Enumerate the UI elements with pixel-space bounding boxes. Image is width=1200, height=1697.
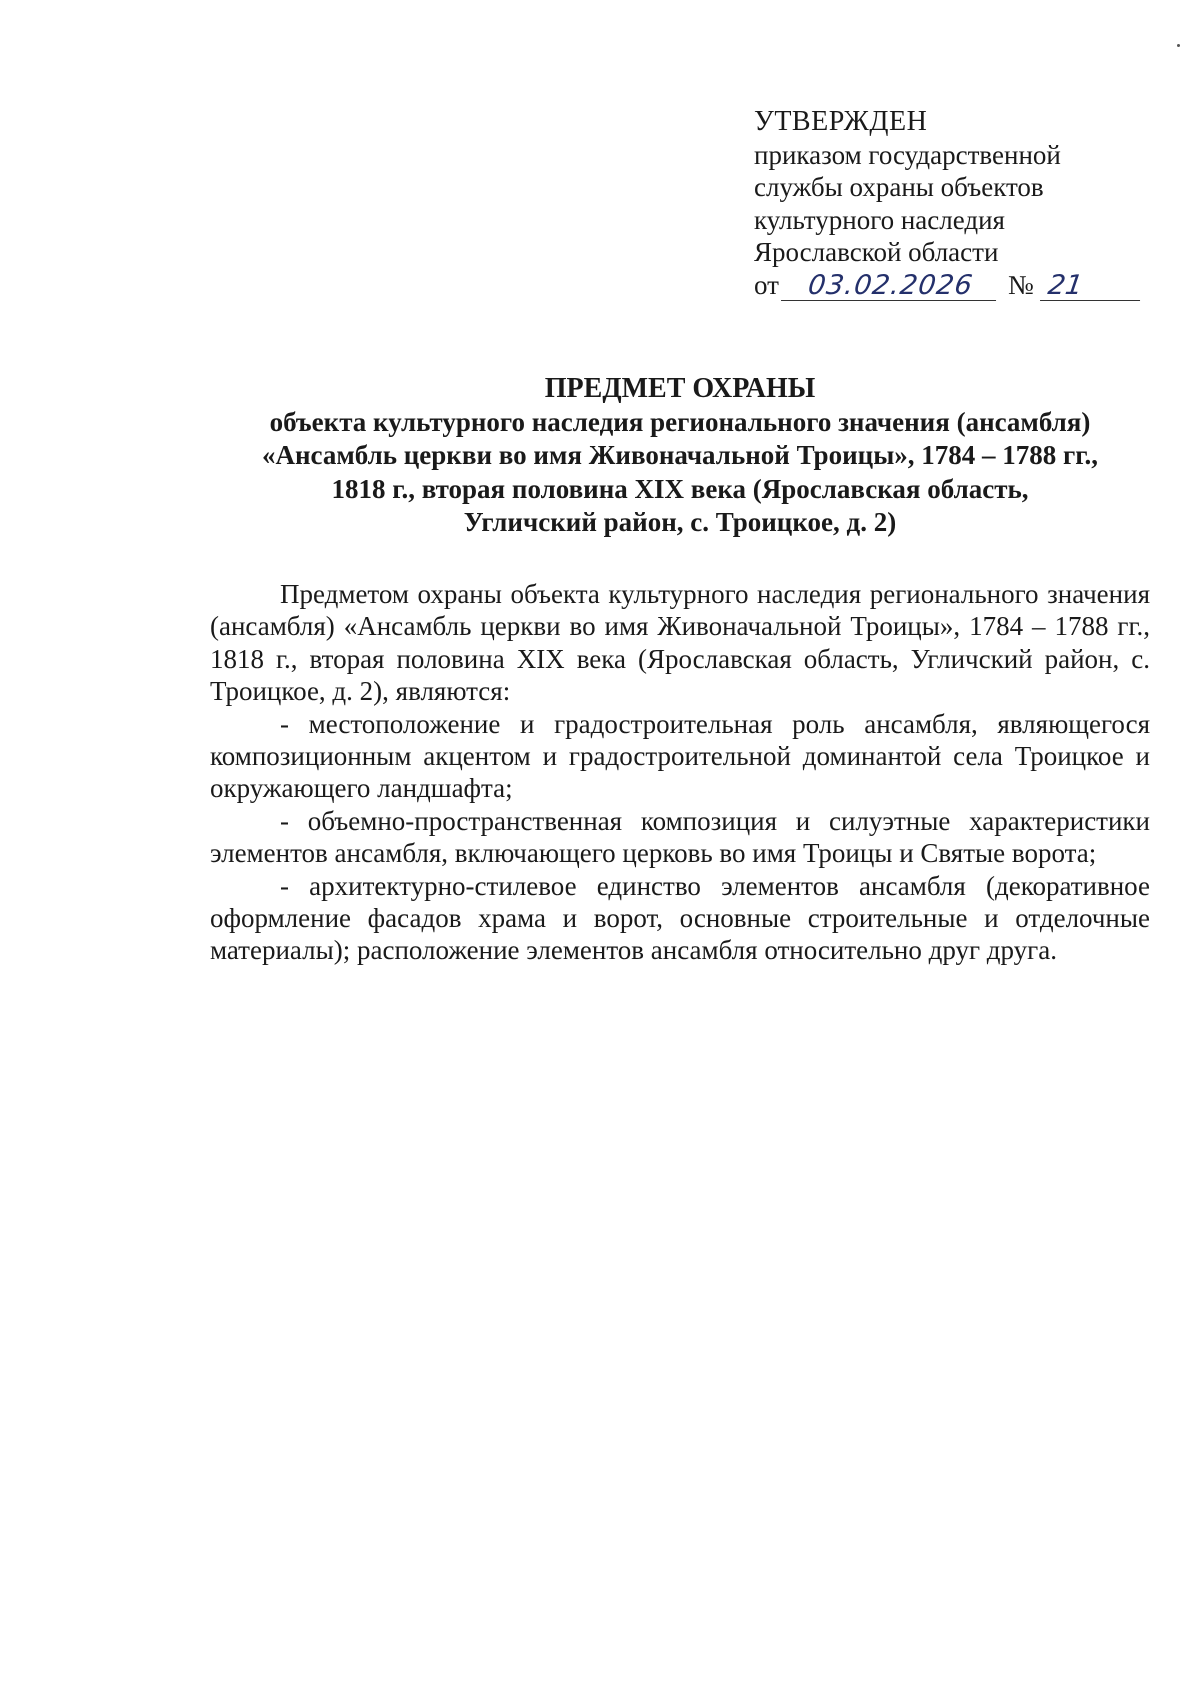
title-line: 1818 г., вторая половина XIX века (Ярославская область, (331, 473, 1029, 504)
title-line: Угличский район, с. Троицкое, д. 2) (463, 507, 897, 537)
document-title (210, 372, 1150, 540)
approval-line: Ярославской области (754, 237, 999, 267)
scan-speck (1177, 44, 1180, 47)
order-date-number-line (754, 269, 1154, 302)
approval-line: культурного наследия (754, 204, 1005, 235)
body-paragraph: - объемно-пространственная композиция и силуэтные характеристики элементов ансамбля, включающего церковь во имя Троицы и Святые ворота; (210, 805, 1150, 869)
title-line: объекта культурного наследия регионального значения (ансамбля) (269, 406, 1091, 437)
document-body (210, 578, 1150, 967)
number-label: № (1007, 269, 1034, 300)
body-paragraph: - архитектурно-стилевое единство элементов ансамбля (декоративное оформление фасадов храма и ворот, основные строительные и отделочные материалы); расположение элементов ансамбля относительно друг друга. (210, 870, 1150, 966)
body-paragraph: - местоположение и градостроительная роль ансамбля, являющегося композиционным акцентом и градостроительной доминантой села Троицкое и окружающего ландшафта; (210, 708, 1150, 804)
title-main: ПРЕДМЕТ ОХРАНЫ (544, 373, 816, 404)
handwritten-date: 03.02.2026 (781, 272, 1000, 301)
approval-line: приказом государственной (754, 139, 1061, 170)
handwritten-number: 21 (1040, 272, 1144, 301)
title-line: «Ансамбль церкви во имя Живоначальной Троицы», 1784 – 1788 гг., (261, 440, 1098, 470)
approval-line: службы охраны объектов (754, 172, 1044, 202)
approval-block (754, 106, 1154, 301)
from-label: от (754, 269, 779, 300)
body-paragraph: Предметом охраны объекта культурного наследия регионального значения (ансамбля) «Ансамбль церкви во имя Живоначальной Троицы», 1784 – 1788 гг., 1818 г., вторая половина XIX века (Ярославская область, Угличский район, с. Троицкое, д. 2), являются: (210, 579, 1150, 707)
approval-heading: УТВЕРЖДЕН (754, 106, 928, 137)
